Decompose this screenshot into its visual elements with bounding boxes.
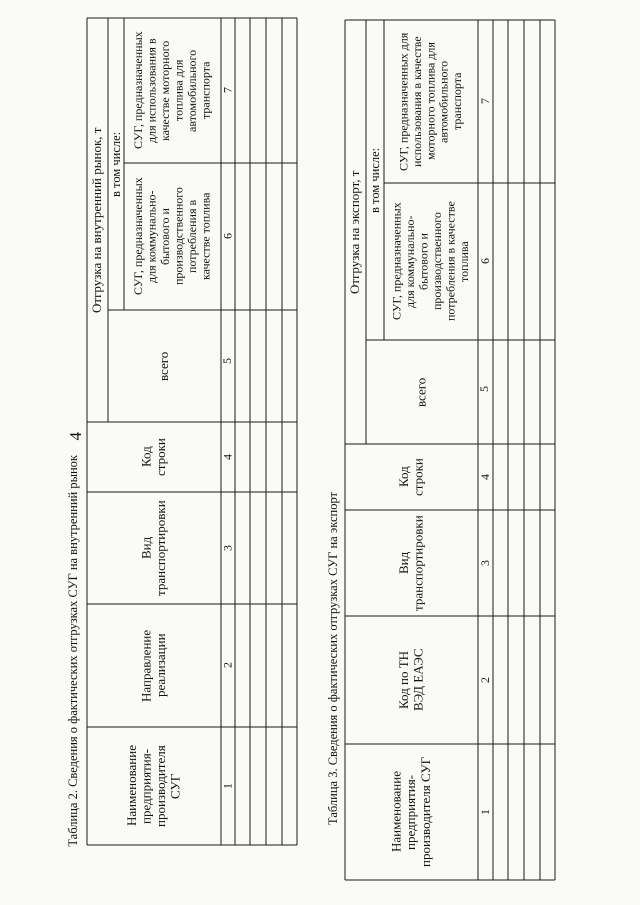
table2-col-name: Наименование предприятия- производителя СУГ <box>123 745 183 827</box>
table3-num-2: 2 <box>477 677 492 683</box>
table3-num-5: 5 <box>477 386 491 392</box>
table2-sub1: СУГ, предназначенных для коммунально- бытового и производственного потребления в качестве топлива <box>131 177 213 296</box>
table3-caption: Таблица 3. Сведения о фактических отгрузках СУГ на экспорт <box>326 492 340 825</box>
table3-including: в том числе: <box>368 147 382 213</box>
table2-caption: Таблица 2. Сведения о фактических отгрузках СУГ на внутренний рынок <box>66 455 80 847</box>
table2-num-6: 6 <box>220 233 235 240</box>
table3-sub1: СУГ, предназначенных для коммунально- бытового и производственного потребления в качестве топлива <box>389 201 471 322</box>
table3-num-4: 4 <box>477 474 492 480</box>
table2-num-7: 7 <box>220 87 235 94</box>
table2-col-direction: Направление реализации <box>138 629 168 702</box>
table3-col-code-tn: Код по ТН ВЭД ЕАЭС <box>395 648 426 712</box>
table2-num-5: 5 <box>220 358 234 364</box>
table3-sub2: СУГ, предназначенных для использования в качестве моторного топлива для автомобильного транспорта <box>396 32 465 171</box>
table2-group-title: Отгрузка на внутренний рынок, т <box>89 127 105 313</box>
table3-col-name: Наименование предприятия- производителя СУГ <box>388 756 433 868</box>
table2-num-2: 2 <box>220 662 235 669</box>
table3-num-7: 7 <box>477 98 492 105</box>
table3-col-transport: Вид транспортировки <box>395 515 426 611</box>
table2-total: всего <box>156 351 172 381</box>
page-number: 4 <box>66 432 85 441</box>
table2-col-code: Код строки <box>138 438 168 476</box>
table3-num-6: 6 <box>477 258 492 265</box>
table2-including: в том числе: <box>109 131 123 197</box>
table2-col-transport: Вид транспортировки <box>138 500 168 596</box>
table2-sub2: СУГ, предназначенных для использования в качестве моторного топлива для автомобильного транспорта <box>131 31 213 150</box>
table2-num-1: 1 <box>220 783 235 789</box>
table3-num-1: 1 <box>477 809 492 815</box>
table2-num-3: 3 <box>220 545 235 551</box>
table3-total: всего <box>413 377 429 407</box>
table3-group-title: Отгрузка на экспорт, т <box>347 170 363 294</box>
table3-num-3: 3 <box>477 560 492 566</box>
table2-num-4: 4 <box>220 454 235 460</box>
table3-col-code: Код строки <box>395 458 426 496</box>
